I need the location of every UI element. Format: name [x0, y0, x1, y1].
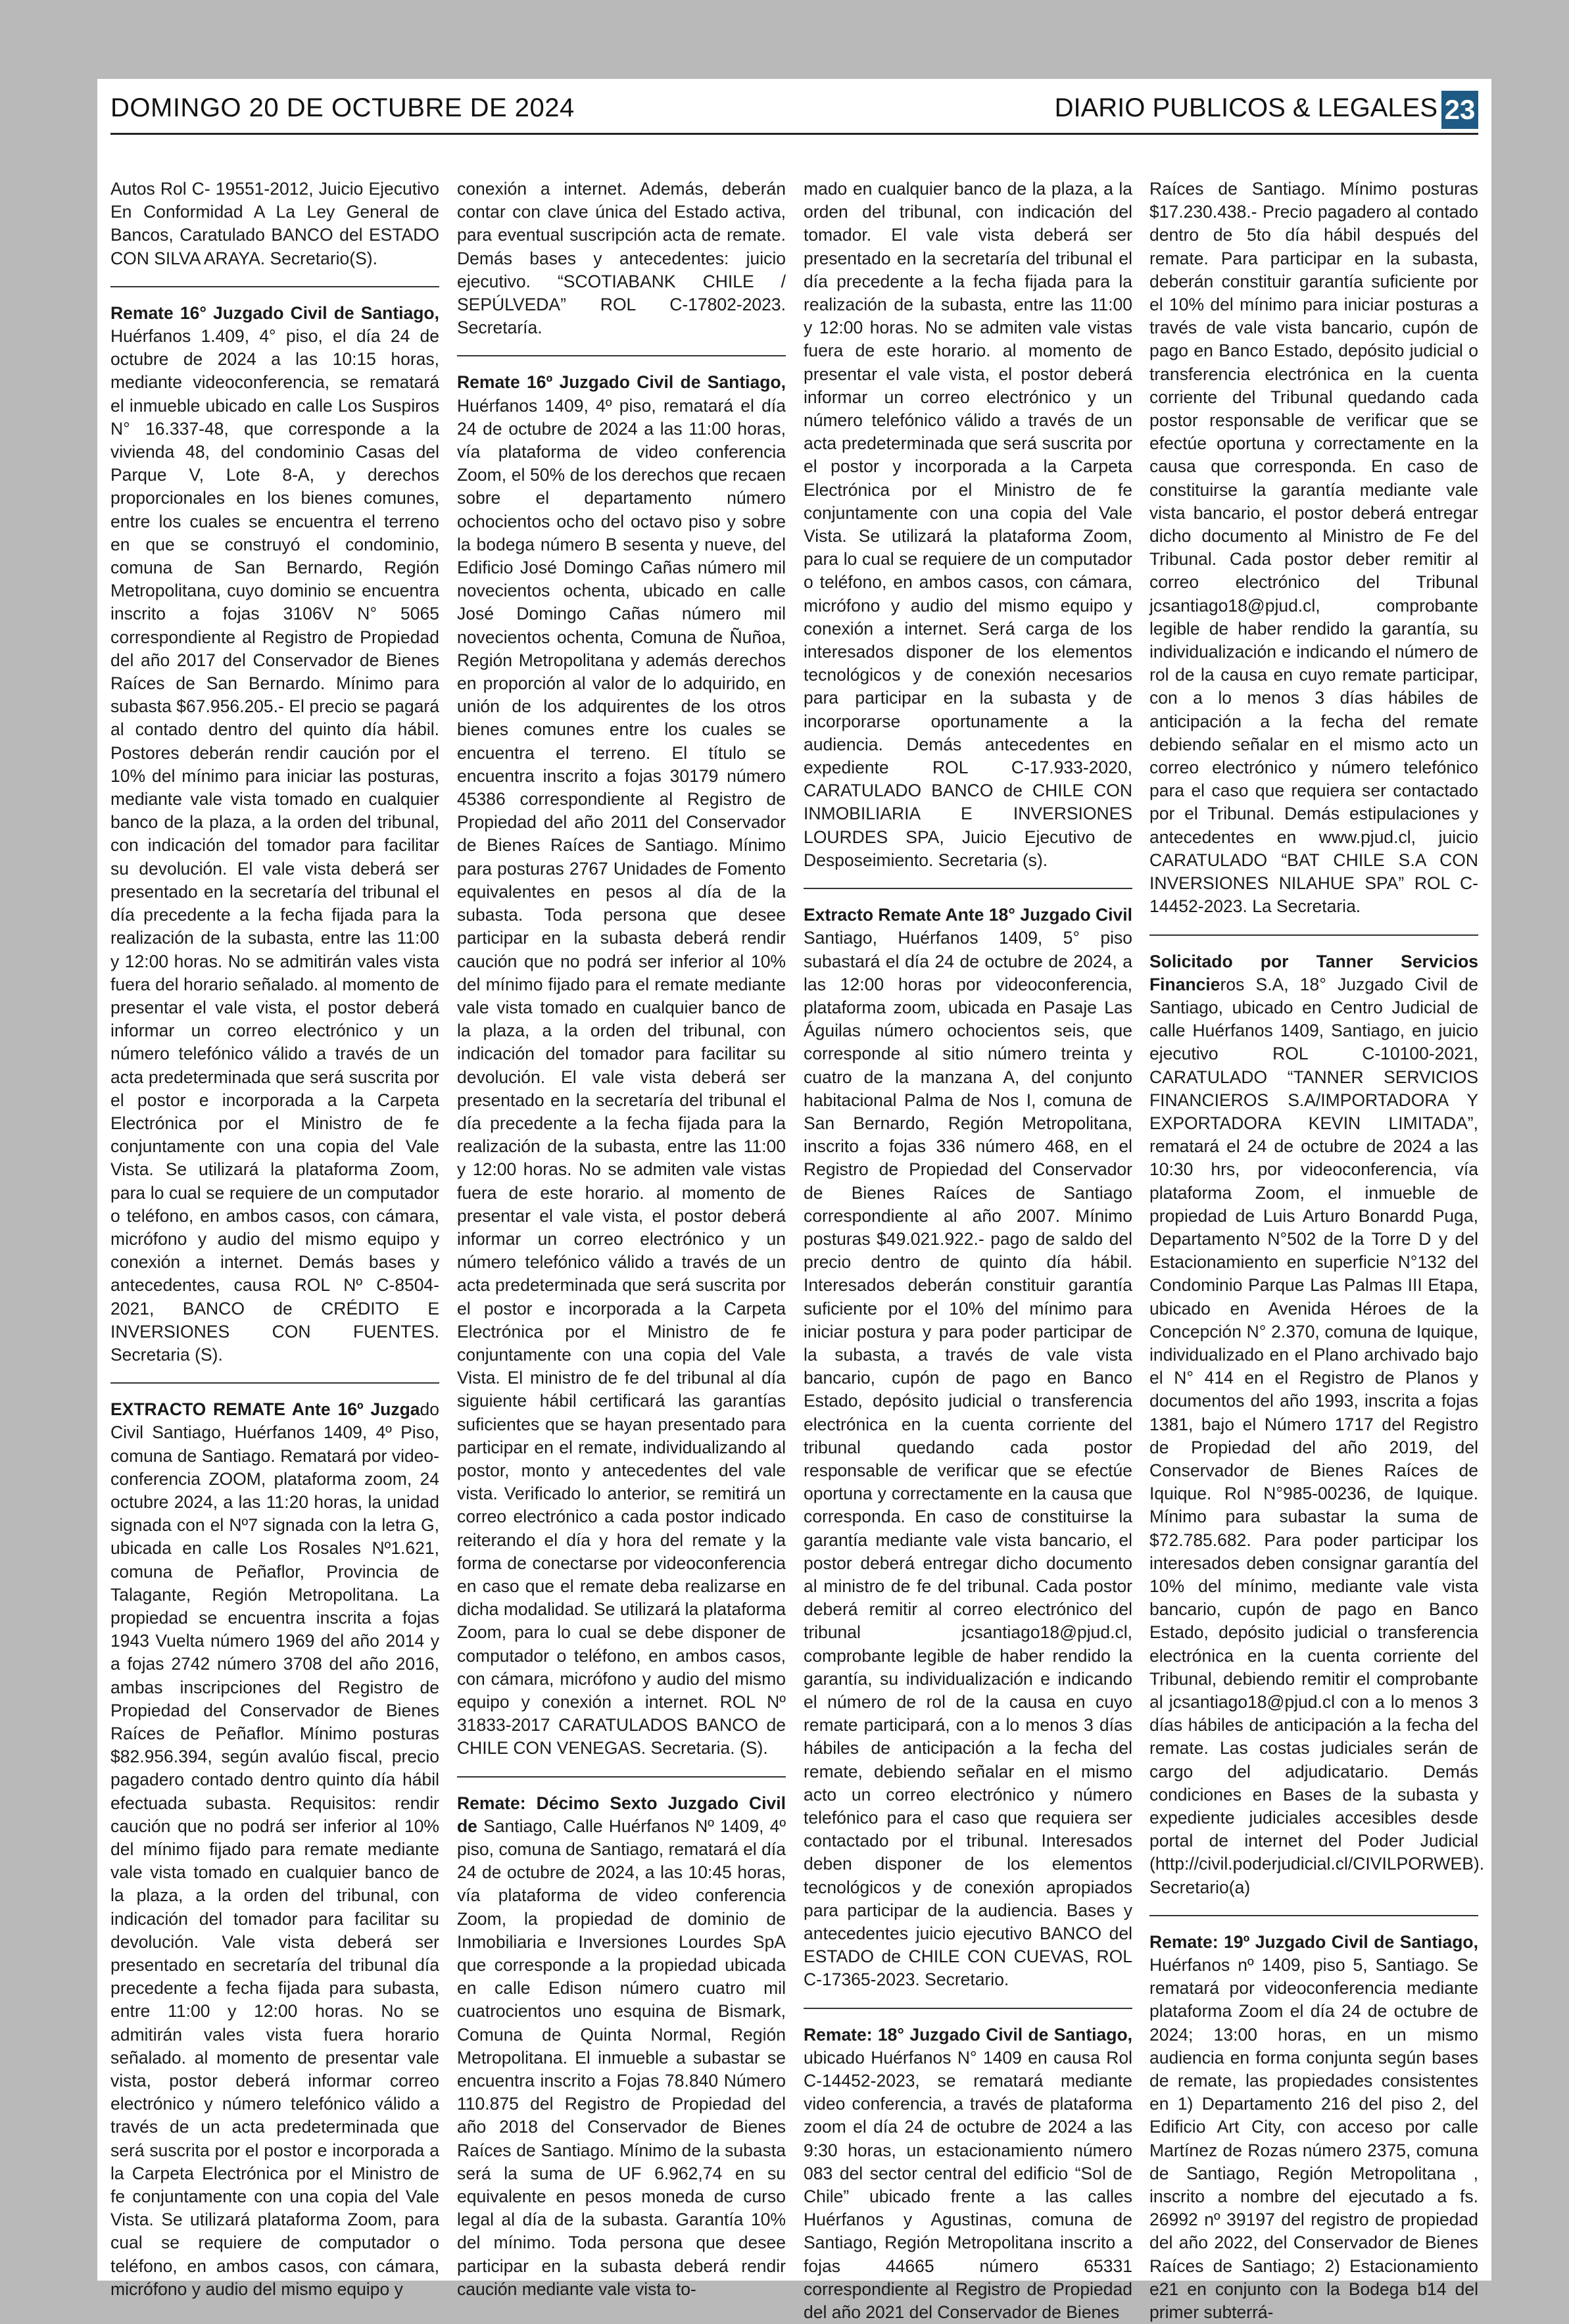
notice-divider — [110, 286, 439, 287]
page-number-badge: 23 — [1441, 91, 1478, 129]
legal-notice — [110, 1398, 439, 2301]
column-4 — [1149, 178, 1485, 2323]
notice-divider — [1149, 1915, 1478, 1916]
legal-notice — [804, 178, 1132, 872]
notice-divider — [110, 1382, 439, 1384]
header-date: DOMINGO 20 DE OCTUBRE DE 2024 — [110, 93, 575, 122]
notice-body: Huérfanos 1409, 4º piso, rematará el día 24 de octubre de 2024 a las 11:00 horas, vía plataforma de video conferencia Zoom, el 50% de los derechos que recaen sobre el departamento número ochocientos ocho del octavo piso y sobre la bodega número B sesenta y nueve, del Edificio José Domingo Cañas número mil novecientos ochenta, ubicado en calle José Domingo Cañas número mil novecientos ochenta, Comuna de Ñuñoa, Región Metropolitana y además derechos en proporción al valor de lo adquirido, en unión de los adquirentes de los otros bienes comunes entre los cuales se encuentra el terreno. El título se encuentra inscrito a fojas 30179 número 45386 correspondiente al Registro de Propiedad del año 2011 del Conservador de Bienes Raíces de Santiago. Mínimo para posturas 2767 Unidades de Fomento equivalentes en pesos al día de la subasta. Toda persona que desee participar en la subasta deberá rendir caución que no podrá ser inferior al 10% del mínimo fijado para el remate mediante vale vista tomado en cualquier banco de la plaza, a la orden del tribunal, con indicación del tomador para facilitar su devolución. El vale vista deberá ser presentado en la secretaría del tribunal el día precedente a la fecha fijada para la realización de la subasta, entre las 11:00 y 12:00 horas. No se admiten vale vistas fuera de este horario. al momento de presentar el vale vista, el postor deberá informar un correo electrónico y un número telefónico válido a través de un acta predeterminada que será suscrita por el postor e incorporada a la Carpeta Electrónica por el Ministro de fe conjuntamente con una copia del Vale Vista. El ministro de fe del tribunal al día siguiente hábil certificará las garantías suficientes que se hayan presentado para participar en el remate, individualizando al postor, monto y antecedentes del vale vista. Verificado lo anterior, se remitirá un correo electrónico a cada postor indicado reiterando el día y hora del remate y la forma de conectarse por videoconferencia en caso que el remate deba realizarse en dicha modalidad. Se utilizará la plataforma Zoom, para lo cual se debe disponer de computador o teléfono, en ambos casos, con cámara, micrófono y audio del mismo equipo y conexión a internet. ROL Nº 31833-2017 CARATULADOS BANCO de CHILE CON VENEGAS. Secretaria. (S). — [457, 395, 786, 1758]
newspaper-page — [97, 79, 1491, 2323]
notice-body: Autos Rol C- 19551-2012, Juicio Ejecutivo En Conformidad A La Ley General de Bancos, Caratulado BANCO del ESTADO CON SILVA ARAYA. Secretario(S). — [110, 179, 439, 268]
legal-notice — [457, 371, 786, 1760]
notice-body: mado en cualquier banco de la plaza, a la orden del tribunal, con indicación del tomador. El vale vista deberá ser presentado en la secretaría del tribunal el día precedente a la fecha fijada para la realización de la subasta, entre las 11:00 y 12:00 horas. No se admiten vale vistas fuera de este horario. al momento de presentar el vale vista, el postor deberá informar un correo electrónico y un número telefónico válido a través de un acta predeterminada que será suscrita por el postor y incorporada a la Carpeta Electrónica por el Ministro de fe conjuntamente con una copia del Vale Vista. Se utilizará la plataforma Zoom, para lo cual se requiere de un computador o teléfono, en ambos casos, con cámara, micrófono y audio del mismo equipo y conexión a internet. Será carga de los interesados disponer de los elementos tecnológicos y de conexión necesarios para participar en la subasta y de incorporarse oportunamente a la audiencia. Demás antecedentes en expediente ROL C-17.933-2020, CARATULADO BANCO de CHILE CON INMOBILIARIA E INVERSIONES LOURDES SPA, Juicio Ejecutivo de Desposeimiento. Secretaria (s). — [804, 179, 1132, 870]
legal-notice — [1149, 950, 1485, 1899]
notice-divider — [457, 355, 786, 356]
column-3 — [804, 178, 1133, 2323]
notice-divider — [804, 888, 1132, 889]
legal-notice — [110, 302, 439, 1367]
legal-notice — [804, 904, 1132, 1992]
notice-heading: Solicitado por Tanner Servicios Financie — [1149, 951, 1478, 994]
column-2 — [457, 178, 786, 2299]
notice-body: conexión a internet. Además, deberán contar con clave única del Estado activa, para eventual suscripción acta de remate. Demás bases y antecedentes: juicio ejecutivo. “SCOTIABANK CHILE / SEPÚLVEDA” ROL C-17802-2023. Secretaría. — [457, 179, 786, 338]
legal-notice — [1149, 178, 1478, 919]
notice-body: do Civil Santiago, Huérfanos 1409, 4º Piso, comuna de Santiago. Rematará por video-conferencia ZOOM, plataforma zoom, 24 octubre 2024, a las 11:20 horas, la unidad signada con el Nº7 signada con la letra G, ubicada en calle Los Rosales Nº1.621, comuna de Peñaflor, Provincia de Talagante, Región Metropolitana. La propiedad se encuentra inscrita a fojas 1943 Vuelta número 1969 del año 2014 y a fojas 2742 número 3708 del año 2016, ambas inscripciones del Registro de Propiedad del Conservador de Bienes Raíces de Peñaflor. Mínimo posturas $82.956.394, según avalúo fiscal, precio pagadero contado dentro quinto día hábil efectuada subasta. Requisitos: rendir caución que no podrá ser inferior al 10% del mínimo fijado para remate mediante vale vista tomado en cualquier banco de la plaza, a la orden del tribunal, con indicación del tomador para facilitar su devolución. Vale vista deberá ser presentado en secretaría del tribunal día precedente a fecha fijada para subasta, entre 11:00 y 12:00 horas. No se admitirán vales vista fuera horario señalado. al momento de presentar vale vista, postor deberá informar correo electrónico y número telefónico válido a través de un acta predeterminada que será suscrita por el postor e incorporada a la Carpeta Electrónica por el Ministro de fe conjuntamente con una copia del Vale Vista. Se utilizará plataforma Zoom, para cual se requiere de computador o teléfono, en ambos casos, con cámara, micrófono y audio del mismo equipo y — [110, 1399, 439, 2299]
notice-divider — [804, 2008, 1132, 2009]
legal-notice — [457, 178, 786, 339]
legal-notice — [804, 2023, 1132, 2324]
notice-body: Raíces de Santiago. Mínimo posturas $17.230.438.- Precio pagadero al contado dentro de 5to día hábil después del remate. Para participar en la subasta, deberán constituir garantía suficiente por el 10% del mínimo para iniciar posturas a través de vale vista bancario, cupón de pago en Banco Estado, depósito judicial o transferencia electrónica en la cuenta corriente del Tribunal quedando cada postor responsable de verificar que se efectúe oportuna y correctamente en la causa que corresponda. En caso de constituirse la garantía mediante vale vista bancario, el postor deberá entregar dicho documento al Ministro de Fe del Tribunal. Cada postor deber remitir al correo electrónico del Tribunal jcsantiago18@pjud.cl, comprobante legible de haber rendido la garantía, su individualización e indicando el número de rol de la causa en cuyo remate participar, con a lo menos 3 días hábiles de anticipación a la fecha del remate debiendo señalar en el mismo acto un correo electrónico y número telefónico para el caso que requiera ser contactado por el Tribunal. Demás estipulaciones y antecedentes en www.pjud.cl, juicio CARATULADO “BAT CHILE S.A CON INVERSIONES NILAHUE SPA” ROL C- 14452-2023. La Secretaria. — [1149, 179, 1478, 917]
legal-notice — [110, 178, 439, 270]
notice-heading: EXTRACTO REMATE Ante 16º Juzga — [110, 1399, 420, 1420]
legal-notice — [1149, 1931, 1478, 2324]
notice-heading: Remate 16º Juzgado Civil de Santiago, — [457, 372, 786, 393]
notice-divider — [457, 1776, 786, 1778]
legal-notice — [457, 1792, 786, 2301]
column-1 — [110, 178, 439, 2299]
notice-body: ubicado Huérfanos N° 1409 en causa Rol C-14452-2023, se rematará mediante video conferencia, a través de plataforma zoom el día 24 de octubre de 2024 a las 9:30 horas, un estacionamiento número 083 del sector central del edificio “Sol de Chile” ubicado frente a las calles Huérfanos y Agustinas, comuna de Santiago, Región Metropolitana inscrito a fojas 44665 número 65331 correspondiente al Registro de Propiedad del año 2021 del Conservador de Bienes — [804, 2047, 1132, 2323]
notice-heading: Remate: Décimo Sexto Juzgado Civil de — [457, 1793, 786, 1836]
notice-body: Huérfanos 1.409, 4° piso, el día 24 de octubre de 2024 a las 10:15 horas, mediante videoconferencia, se rematará el inmueble ubicado en calle Los Suspiros N° 16.337-48, que corresponde a la vivienda 48, del condominio Casas del Parque V, Lote 8-A, y derechos proporcionales en los bienes comunes, entre los cuales se encuentra el terreno en que se construyó el condominio, comuna de San Bernardo, Región Metropolitana, cuyo dominio se encuentra inscrito a fojas 3106V N° 5065 correspondiente al Registro de Propiedad del año 2017 del Conservador de Bienes Raíces de San Bernardo. Mínimo para subasta $67.956.205.- El precio se pagará al contado dentro del quinto día hábil. Postores deberán rendir caución por el 10% del mínimo para iniciar las posturas, mediante vale vista tomado en cualquier banco de la plaza, a la orden del tribunal, con indicación del tomador para facilitar su devolución. El vale vista deberá ser presentado en la secretaría del tribunal el día precedente a la fecha fijada para la realización de la subasta, entre las 11:00 y 12:00 horas. No se admitirán vales vista fuera del horario señalado. al momento de presentar el vale vista, el postor deberá informar un correo electrónico y un número telefónico válido a través de un acta predeterminada que será suscrita por el postor e incorporada a la Carpeta Electrónica por el Ministro de fe conjuntamente con una copia del Vale Vista. Se utilizará la plataforma Zoom, para lo cual se requiere de un computador o teléfono, en ambos casos, con cámara, micrófono y audio del mismo equipo y conexión a internet. Demás bases y antecedentes, causa ROL Nº C-8504-2021, BANCO de CRÉDITO E INVERSIONES CON FUENTES. Secretaria (S). — [110, 326, 439, 1365]
notice-heading: Remate 16° Juzgado Civil de Santiago, — [110, 303, 439, 323]
notice-heading: Remate: 18° Juzgado Civil de Santiago, — [804, 2024, 1132, 2045]
header-publication-title: DIARIO PUBLICOS & LEGALES — [1054, 93, 1437, 122]
notice-body: Santiago, Calle Huérfanos Nº 1409, 4º piso, comuna de Santiago, rematará el día 24 de octubre de 2024, a las 10:45 horas, vía plataforma de video conferencia Zoom, la propiedad de dominio de Inmobiliaria e Inversiones Lourdes SpA que corresponde a la propiedad ubicada en calle Edison número cuatro mil cuatrocientos uno esquina de Bismark, Comuna de Quinta Normal, Región Metropolitana. El inmueble a subastar se encuentra inscrito a Fojas 78.840 Número 110.875 del Registro de Propiedad del año 2018 del Conservador de Bienes Raíces de Santiago. Mínimo de la subasta será la suma de UF 6.962,74 en su equivalente en pesos moneda de curso legal al día de la subasta. Garantía 10% del mínimo. Toda persona que desee participar en la subasta deberá rendir caución mediante vale vista to- — [457, 1816, 786, 2299]
page-header — [110, 87, 1478, 135]
notice-columns — [110, 178, 1485, 2323]
notice-body: ros S.A, 18° Juzgado Civil de Santiago, ubicado en Centro Judicial de calle Huérfanos 1409, Santiago, en juicio ejecutivo ROL C-10100-2021, CARATULADO “TANNER SERVICIOS FINANCIEROS S.A/IMPORTADORA Y EXPORTADORA KEVIN LIMITADA”, rematará el 24 de octubre de 2024 a las 10:30 hrs, por videoconferencia, vía plataforma Zoom, el inmueble de propiedad de Luis Arturo Bonardd Puga, Departamento N°502 de la Torre D y del Estacionamiento en superficie N°132 del Condominio Parque Las Palmas III Etapa, ubicado en Avenida Héroes de la Concepción N° 2.370, comuna de Iquique, individualizado en el Plano archivado bajo el N° 414 en el Registro de Planos y documentos del año 1993, inscrita a fojas 1381, bajo el Número 1717 del Registro de Propiedad del año 2019, del Conservador de Bienes Raíces de Iquique. Rol N°985-00236, de Iquique. Mínimo para subastar la suma de $72.785.682. Para poder participar los interesados deben consignar garantía del 10% del mínimo, mediante vale vista bancario, cupón de pago en Banco Estado, depósito judicial o transferencia electrónica en la cuenta corriente del Tribunal, debiendo remitir el comprobante al jcsantiago18@pjud.cl con a lo menos 3 días hábiles de anticipación a la fecha del remate. Las costas judiciales serán de cargo del adjudicatario. Demás condiciones en Bases de la subasta y expediente judiciales accesibles desde portal de internet del Poder Judicial (http://civil.poderjudicial.cl/CIVILPORWEB). Secretario(a) — [1149, 974, 1485, 1897]
notice-body: Santiago, Huérfanos 1409, 5° piso subastará el día 24 de octubre de 2024, a las 12:00 horas por videoconferencia, plataforma zoom, ubicada en Pasaje Las Águilas número ochocientos seis, que corresponde al sitio número treinta y cuatro de la manzana A, del conjunto habitacional Palma de Nos I, comuna de San Bernardo, Región Metropolitana, inscrito a fojas 336 número 468, en el Registro de Propiedad del Conservador de Bienes Raíces de Santiago correspondiente al año 2007. Mínimo posturas $49.021.922.- pago de saldo del precio dentro de quinto día hábil. Interesados deberán constituir garantía suficiente por el 10% del mínimo para iniciar postura y para poder participar de la subasta, a través de vale vista bancario, cupón de pago en Banco Estado, depósito judicial o transferencia electrónica en la cuenta corriente del tribunal quedando cada postor responsable de verificar que se efectúe oportuna y correctamente en la causa que corresponda. En caso de constituirse la garantía mediante vale vista bancario, el postor deberá entregar dicho documento al ministro de fe del tribunal. Cada postor deberá remitir al correo electrónico del tribunal jcsantiago18@pjud.cl, comprobante legible de haber rendido la garantía, su individualización e indicando el número de rol de la causa en cuyo remate participará, con a lo menos 3 días hábiles de anticipación a la fecha del remate, debiendo señalar en el mismo acto un correo electrónico y número telefónico para el caso que requiera ser contactado por el tribunal. Interesados deben disponer de los elementos tecnológicos y de conexión apropiados para participar de la audiencia. Bases y antecedentes juicio ejecutivo BANCO del ESTADO de CHILE CON CUEVAS, ROL C-17365-2023. Secretario. — [804, 928, 1132, 1990]
notice-body: Huérfanos nº 1409, piso 5, Santiago. Se rematará por videoconferencia mediante plataforma Zoom el día 24 de octubre de 2024; 13:00 horas, en un mismo audiencia en forma conjunta según bases de remate, las propiedades consistentes en 1) Departamento 216 del piso 2, del Edificio Art City, con acceso por calle Martínez de Rozas número 2375, comuna de Santiago, Región Metropolitana , inscrito a nombre del ejecutado a fs. 26992 nº 39197 del registro de propiedad del año 2022, del Conservador de Bienes Raíces de Santiago; 2) Estacionamiento e21 en conjunto con la Bodega b14 del primer subterrá- — [1149, 1955, 1478, 2323]
notice-heading: Extracto Remate Ante 18° Juzgado Civil — [804, 905, 1133, 925]
notice-divider — [1149, 934, 1478, 936]
notice-heading: Remate: 19º Juzgado Civil de Santiago, — [1149, 1931, 1478, 1952]
